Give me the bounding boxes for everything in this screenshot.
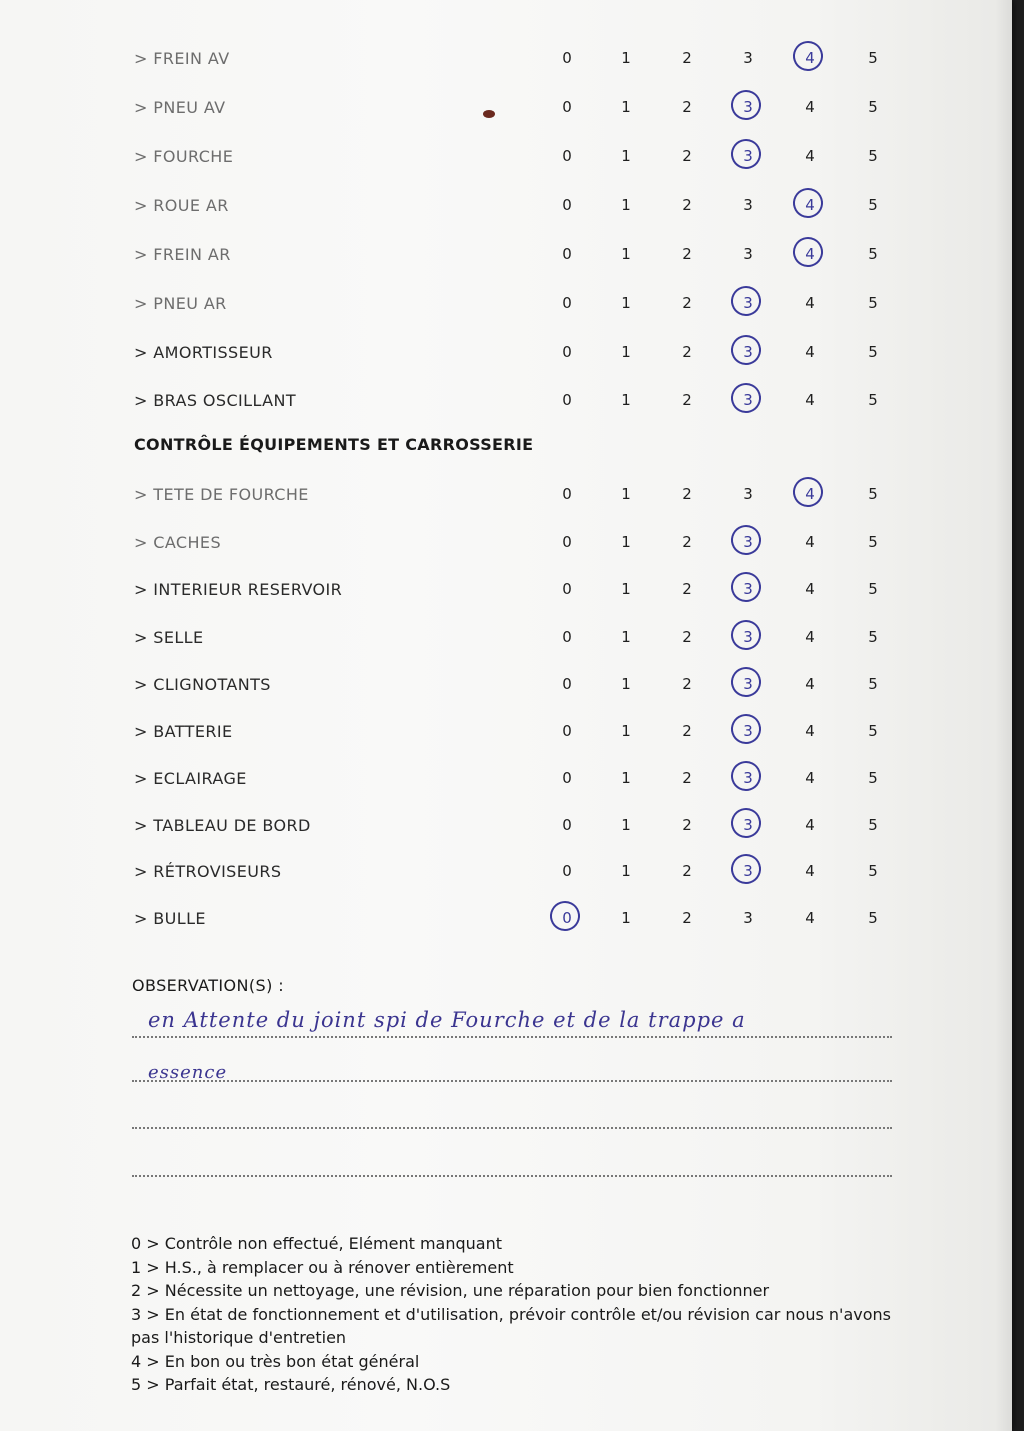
score-option-4[interactable]: 4 [805,485,815,503]
score-option-3[interactable]: 3 [743,909,753,927]
score-option-4[interactable]: 4 [805,391,815,409]
inspection-row [0,529,1000,559]
selected-score-circle [734,722,762,742]
row-label: > RÉTROVISEURS [134,862,282,881]
score-option-5[interactable]: 5 [868,49,878,67]
selected-score-circle [796,49,824,69]
selected-score-circle [734,628,762,648]
score-option-4[interactable]: 4 [805,862,815,880]
score-option-5[interactable]: 5 [868,909,878,927]
selected-score-circle [734,294,762,314]
score-option-3[interactable]: 3 [743,245,753,263]
row-label: > ECLAIRAGE [134,769,247,788]
score-option-2[interactable]: 2 [682,909,692,927]
handwritten-circle-mark [727,710,765,748]
handwritten-circle-mark [789,473,827,511]
selected-score-circle [553,909,581,929]
score-option-5[interactable]: 5 [868,196,878,214]
handwritten-circle-mark [727,568,765,606]
handwritten-circle-mark [727,521,765,559]
score-option-1[interactable]: 1 [621,675,631,693]
handwritten-circle-mark [727,379,765,417]
selected-score-circle [734,862,762,882]
score-option-2[interactable]: 2 [682,245,692,263]
handwritten-circle-mark [727,135,765,173]
score-option-2[interactable]: 2 [682,628,692,646]
score-option-2[interactable]: 2 [682,98,692,116]
handwritten-circle-mark [727,331,765,369]
selected-score-circle [796,196,824,216]
observation-handwriting-line-2: essence [148,1062,228,1083]
score-option-2[interactable]: 2 [682,769,692,787]
inspection-row [0,576,1000,606]
selected-score-circle [734,147,762,167]
score-option-4[interactable]: 4 [805,245,815,263]
score-option-1[interactable]: 1 [621,862,631,880]
selected-score-circle [734,391,762,411]
score-option-3[interactable]: 3 [743,485,753,503]
score-option-4[interactable]: 4 [805,533,815,551]
score-option-3[interactable]: 3 [743,147,753,165]
selected-score-circle [796,245,824,265]
score-option-0[interactable]: 0 [562,196,572,214]
handwritten-circle-mark [789,184,827,222]
selected-score-circle [734,769,762,789]
row-label: > FREIN AV [134,49,230,68]
row-label: > INTERIEUR RESERVOIR [134,580,343,599]
score-option-3[interactable]: 3 [743,391,753,409]
score-option-5[interactable]: 5 [868,245,878,263]
score-option-3[interactable]: 3 [743,722,753,740]
row-label: > TABLEAU DE BORD [134,816,311,835]
score-option-5[interactable]: 5 [868,533,878,551]
score-option-5[interactable]: 5 [868,391,878,409]
score-option-3[interactable]: 3 [743,533,753,551]
score-option-4[interactable]: 4 [805,675,815,693]
score-option-1[interactable]: 1 [621,722,631,740]
score-option-1[interactable]: 1 [621,49,631,67]
score-option-2[interactable]: 2 [682,816,692,834]
inspection-row [0,624,1000,654]
score-option-3[interactable]: 3 [743,628,753,646]
score-option-5[interactable]: 5 [868,343,878,361]
inspection-row [0,143,1000,173]
handwritten-circle-mark [727,282,765,320]
observation-line-3[interactable] [132,1127,892,1129]
score-option-0[interactable]: 0 [562,580,572,598]
score-option-0[interactable]: 0 [562,49,572,67]
observation-line-4[interactable] [132,1175,892,1177]
legend-item-2: 2 > Nécessite un nettoyage, une révision, une réparation pour bien fonctionner [131,1281,770,1300]
score-option-1[interactable]: 1 [621,196,631,214]
score-option-2[interactable]: 2 [682,862,692,880]
score-option-2[interactable]: 2 [682,391,692,409]
section-title: CONTRÔLE ÉQUIPEMENTS ET CARROSSERIE [134,435,534,454]
row-label: > BRAS OSCILLANT [134,391,297,410]
score-option-0[interactable]: 0 [562,769,572,787]
selected-score-circle [734,343,762,363]
score-option-3[interactable]: 3 [743,98,753,116]
row-label: > FREIN AR [134,245,231,264]
score-option-5[interactable]: 5 [868,98,878,116]
score-option-5[interactable]: 5 [868,862,878,880]
score-option-5[interactable]: 5 [868,816,878,834]
inspection-row [0,241,1000,271]
row-label: > PNEU AR [134,294,227,313]
selected-score-circle [734,533,762,553]
score-option-0[interactable]: 0 [562,147,572,165]
inspection-row [0,481,1000,511]
legend-item-0: 0 > Contrôle non effectué, Elément manquant [131,1234,502,1253]
score-option-5[interactable]: 5 [868,722,878,740]
inspection-row [0,905,1000,935]
score-option-2[interactable]: 2 [682,533,692,551]
score-option-5[interactable]: 5 [868,485,878,503]
score-option-1[interactable]: 1 [621,98,631,116]
score-option-1[interactable]: 1 [621,391,631,409]
score-option-0[interactable]: 0 [562,245,572,263]
score-option-5[interactable]: 5 [868,147,878,165]
score-option-4[interactable]: 4 [805,909,815,927]
handwritten-circle-mark [727,86,765,124]
score-option-2[interactable]: 2 [682,722,692,740]
row-label: > BATTERIE [134,722,233,741]
score-option-3[interactable]: 3 [743,343,753,361]
selected-score-circle [734,675,762,695]
score-option-1[interactable]: 1 [621,294,631,312]
score-option-4[interactable]: 4 [805,628,815,646]
score-option-0[interactable]: 0 [562,533,572,551]
row-label: > FOURCHE [134,147,234,166]
score-option-2[interactable]: 2 [682,343,692,361]
score-option-2[interactable]: 2 [682,675,692,693]
handwritten-circle-mark [546,897,584,935]
score-option-0[interactable]: 0 [562,675,572,693]
score-option-2[interactable]: 2 [682,485,692,503]
score-option-2[interactable]: 2 [682,294,692,312]
score-option-0[interactable]: 0 [562,816,572,834]
score-option-3[interactable]: 3 [743,294,753,312]
row-label: > AMORTISSEUR [134,343,273,362]
score-option-1[interactable]: 1 [621,245,631,263]
score-option-5[interactable]: 5 [868,294,878,312]
score-option-4[interactable]: 4 [805,769,815,787]
legend-item-4: 4 > En bon ou très bon état général [131,1351,420,1371]
score-option-4[interactable]: 4 [805,580,815,598]
handwritten-circle-mark [789,233,827,271]
score-option-2[interactable]: 2 [682,49,692,67]
score-option-1[interactable]: 1 [621,580,631,598]
score-option-5[interactable]: 5 [868,675,878,693]
score-option-0[interactable]: 0 [562,485,572,503]
score-option-2[interactable]: 2 [682,196,692,214]
selected-score-circle [734,816,762,836]
score-option-1[interactable]: 1 [621,628,631,646]
handwritten-circle-mark [727,850,765,888]
inspection-row [0,812,1000,842]
score-option-0[interactable]: 0 [562,343,572,361]
score-option-3[interactable]: 3 [743,675,753,693]
inspection-row [0,339,1000,369]
score-option-3[interactable]: 3 [743,196,753,214]
score-option-2[interactable]: 2 [682,580,692,598]
selected-score-circle [796,485,824,505]
observation-line-1[interactable] [132,1036,892,1038]
handwritten-circle-mark [727,663,765,701]
legend-item-5: 5 > Parfait état, restauré, rénové, N.O.S [131,1375,451,1394]
legend-item-3: 3 > En état de fonctionnement et d'utilisation, prévoir contrôle et/ou révision car nous n'avons pas l'historique d'entretien [131,1304,891,1347]
row-label: > TETE DE FOURCHE [134,485,309,504]
observation-handwriting-line-1: en Attente du joint spi de Fourche et de la trappe a [148,1008,746,1032]
handwritten-circle-mark [789,37,827,75]
row-label: > ROUE AR [134,196,229,215]
score-option-3[interactable]: 3 [743,816,753,834]
score-option-4[interactable]: 4 [805,196,815,214]
row-label: > PNEU AV [134,98,226,117]
inspection-row [0,94,1000,124]
rating-legend [131,1232,921,1397]
score-option-0[interactable]: 0 [562,391,572,409]
score-option-5[interactable]: 5 [868,628,878,646]
ink-stain [483,110,495,118]
score-option-4[interactable]: 4 [805,147,815,165]
observation-line-2[interactable] [132,1080,892,1082]
selected-score-circle [734,98,762,118]
score-option-4[interactable]: 4 [805,816,815,834]
score-option-0[interactable]: 0 [562,628,572,646]
inspection-row [0,290,1000,320]
observations-title: OBSERVATION(S) : [132,976,284,995]
score-option-1[interactable]: 1 [621,909,631,927]
score-option-1[interactable]: 1 [621,343,631,361]
score-option-4[interactable]: 4 [805,98,815,116]
row-label: > SELLE [134,628,204,647]
selected-score-circle [734,580,762,600]
inspection-row [0,718,1000,748]
inspection-row [0,192,1000,222]
row-label: > CACHES [134,533,221,552]
inspection-row [0,671,1000,701]
row-label: > BULLE [134,909,206,928]
inspection-row [0,45,1000,75]
score-option-0[interactable]: 0 [562,909,572,927]
score-option-3[interactable]: 3 [743,49,753,67]
legend-item-1: 1 > H.S., à remplacer ou à rénover entièrement [131,1257,514,1277]
score-option-1[interactable]: 1 [621,816,631,834]
score-option-0[interactable]: 0 [562,862,572,880]
score-option-4[interactable]: 4 [805,722,815,740]
score-option-0[interactable]: 0 [562,98,572,116]
score-option-0[interactable]: 0 [562,722,572,740]
score-option-4[interactable]: 4 [805,294,815,312]
handwritten-circle-mark [727,804,765,842]
inspection-row [0,387,1000,417]
score-option-2[interactable]: 2 [682,147,692,165]
score-option-0[interactable]: 0 [562,294,572,312]
score-option-4[interactable]: 4 [805,343,815,361]
handwritten-circle-mark [727,616,765,654]
row-label: > CLIGNOTANTS [134,675,271,694]
score-option-3[interactable]: 3 [743,862,753,880]
score-option-5[interactable]: 5 [868,769,878,787]
score-option-4[interactable]: 4 [805,49,815,67]
inspection-row [0,765,1000,795]
score-option-1[interactable]: 1 [621,147,631,165]
score-option-1[interactable]: 1 [621,485,631,503]
score-option-1[interactable]: 1 [621,533,631,551]
handwritten-circle-mark [727,757,765,795]
score-option-3[interactable]: 3 [743,769,753,787]
score-option-5[interactable]: 5 [868,580,878,598]
inspection-row [0,858,1000,888]
score-option-1[interactable]: 1 [621,769,631,787]
score-option-3[interactable]: 3 [743,580,753,598]
